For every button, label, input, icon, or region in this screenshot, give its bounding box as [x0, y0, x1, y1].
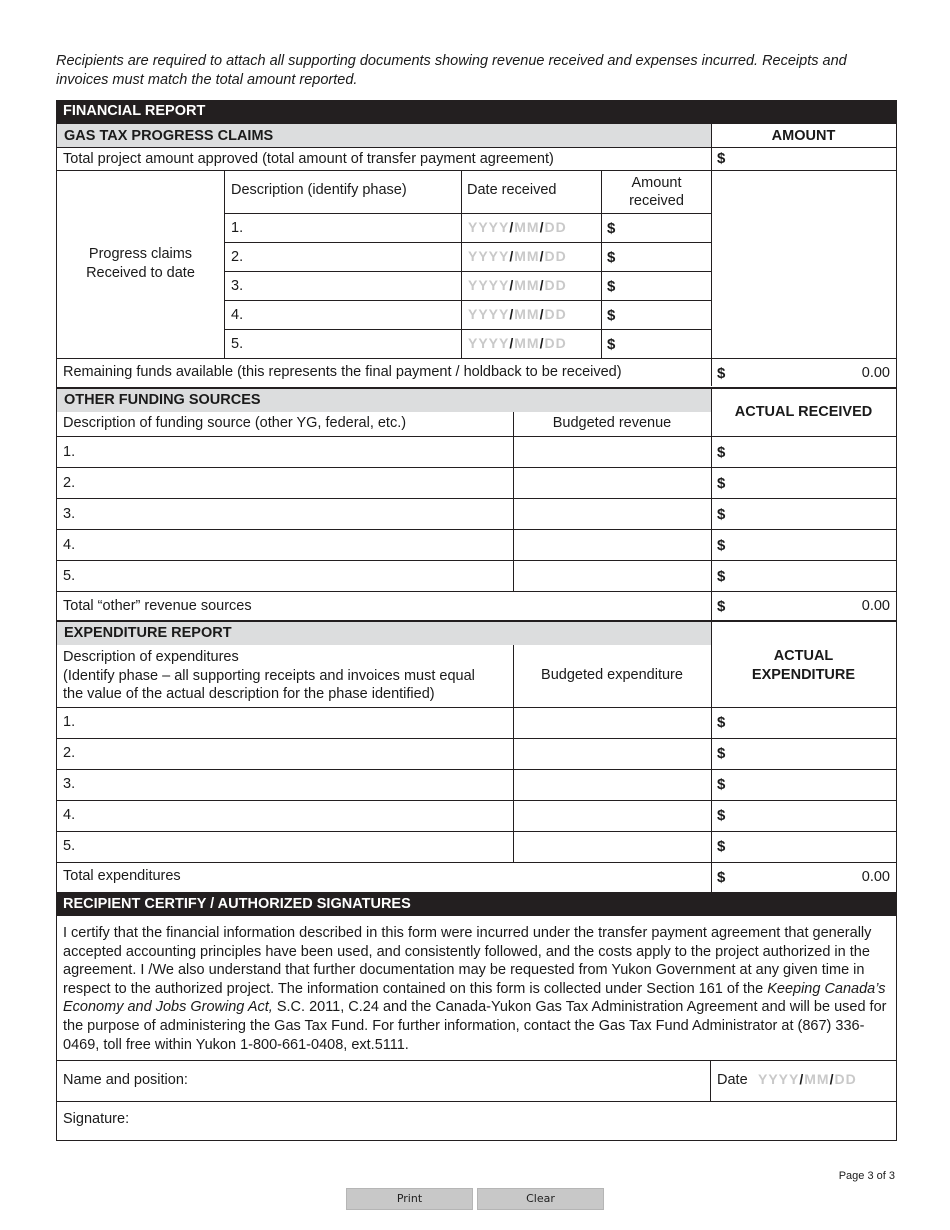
expenditure-desc-line1: Description of expenditures [63, 649, 239, 665]
financial-report-header: FINANCIAL REPORT [56, 100, 897, 124]
expenditure-amount-field[interactable]: $ [717, 745, 726, 762]
date-day-placeholder: DD [544, 248, 567, 264]
claim-amount-field[interactable]: $ [607, 220, 616, 237]
certify-text-part2: S.C. 2011, C.24 and the Canada-Yukon Gas Tax Administration Agreement and will be used for the purpose of administering the Gas Tax Fund. For further information, contact the Gas Tax Fund Administrator at (867) 336-0469, toll free within Yukon 1-800-661-0408, ext.5111. [63, 999, 887, 1053]
claim-date-field[interactable] [468, 219, 567, 235]
funding-amount-field[interactable]: $ [717, 506, 726, 523]
expenditure-amount-field[interactable]: $ [717, 714, 726, 731]
claim-amount-field[interactable]: $ [607, 249, 616, 266]
remaining-funds-value: 0.00 [861, 365, 890, 381]
total-approved-field[interactable] [712, 148, 896, 170]
signature-label: Signature: [63, 1111, 130, 1127]
funding-rows [57, 437, 896, 592]
date-separator: / [539, 335, 545, 351]
funding-row-number: 2. [63, 475, 76, 491]
col-description-header: Description (identify phase) [231, 182, 407, 198]
progress-claims-line1: Progress claims [88, 246, 193, 262]
expenditure-row-number: 3. [63, 776, 76, 792]
date-month-placeholder: MM [514, 335, 540, 351]
date-day-placeholder: DD [544, 219, 567, 235]
expenditure-row-number: 4. [63, 807, 76, 823]
funding-row-number: 3. [63, 506, 76, 522]
total-expenditures-value: 0.00 [861, 869, 890, 885]
currency-symbol: $ [717, 150, 726, 167]
expenditure-rows [57, 708, 896, 863]
date-day-placeholder: DD [834, 1071, 857, 1087]
date-day-placeholder: DD [544, 277, 567, 293]
expenditure-desc-line3: the value of the actual description for the phase identified) [63, 686, 435, 702]
gas-tax-header: GAS TAX PROGRESS CLAIMS [57, 124, 711, 148]
certify-text-part1: I certify that the financial information described in this form were incurred under the transfer payment agreement that generally accepted accounting principles have been used, and consistently followed, and the costs apply to the project authorized in the agreement. I /We also understand that further documentation may be requested from Yukon Government at any given time in respect to the authorized project. The information contained on this form is collected under Section 161 of the [63, 925, 872, 997]
date-label: Date [717, 1072, 748, 1088]
date-day-placeholder: DD [544, 335, 567, 351]
expenditure-row-number: 2. [63, 745, 76, 761]
remaining-currency: $ [717, 365, 726, 382]
actual-expenditure-line1: ACTUAL [773, 648, 834, 664]
date-separator: / [509, 306, 515, 322]
funding-row-number: 1. [63, 444, 76, 460]
date-year-placeholder: YYYY [758, 1071, 800, 1087]
date-separator: / [509, 248, 515, 264]
expenditure-amount-field[interactable]: $ [717, 807, 726, 824]
date-month-placeholder: MM [514, 306, 540, 322]
budgeted-revenue-header: Budgeted revenue [552, 415, 672, 431]
page-number: Page 3 of 3 [838, 1170, 895, 1182]
other-revenue-total-value: 0.00 [861, 598, 890, 614]
remaining-funds-label: Remaining funds available (this represents the final payment / holdback to be received) [63, 364, 622, 380]
claim-date-field[interactable] [468, 248, 567, 264]
claim-date-field[interactable] [468, 306, 567, 322]
date-separator: / [509, 219, 515, 235]
date-separator: / [799, 1071, 805, 1087]
budgeted-expenditure-header: Budgeted expenditure [541, 667, 683, 683]
date-month-placeholder: MM [804, 1071, 830, 1087]
date-separator: / [509, 277, 515, 293]
date-month-placeholder: MM [514, 219, 540, 235]
signature-field[interactable] [140, 1102, 895, 1140]
actual-expenditure-header [711, 647, 896, 685]
date-separator: / [539, 248, 545, 264]
actual-received-header: ACTUAL RECEIVED [734, 404, 873, 420]
claim-row-number: 3. [231, 278, 244, 294]
name-position-label: Name and position: [63, 1072, 188, 1088]
other-revenue-total-label: Total “other” revenue sources [63, 598, 252, 614]
certify-header: RECIPIENT CERTIFY / AUTHORIZED SIGNATURES [56, 892, 897, 916]
funding-amount-field[interactable]: $ [717, 537, 726, 554]
date-separator: / [539, 219, 545, 235]
claim-date-field[interactable] [468, 277, 567, 293]
other-revenue-currency: $ [717, 598, 726, 615]
expenditure-row-number: 5. [63, 838, 76, 854]
date-separator: / [539, 306, 545, 322]
claims-rows [225, 214, 711, 359]
progress-claims-label [57, 245, 224, 283]
expenditure-desc-line2: (Identify phase – all supporting receipts and invoices must equal [63, 667, 475, 684]
total-expenditures-label: Total expenditures [63, 868, 181, 884]
claim-row-number: 1. [231, 220, 244, 236]
date-separator: / [509, 335, 515, 351]
total-approved-label: Total project amount approved (total amount of transfer payment agreement) [63, 151, 554, 167]
other-funding-header: OTHER FUNDING SOURCES [57, 389, 711, 412]
claim-date-field[interactable] [468, 335, 567, 351]
funding-amount-field[interactable]: $ [717, 475, 726, 492]
amount-header: AMOUNT [771, 128, 836, 144]
expenditure-amount-field[interactable]: $ [717, 776, 726, 793]
date-separator: / [829, 1071, 835, 1087]
claim-amount-field[interactable]: $ [607, 336, 616, 353]
expenditure-row-number: 1. [63, 714, 76, 730]
claim-row-number: 2. [231, 249, 244, 265]
col-amount-line2: received [629, 193, 684, 209]
date-year-placeholder: YYYY [468, 277, 510, 293]
date-month-placeholder: MM [514, 277, 540, 293]
funding-row-number: 4. [63, 537, 76, 553]
claim-amount-field[interactable]: $ [607, 278, 616, 295]
expenditure-description-header [63, 648, 475, 704]
date-day-placeholder: DD [544, 306, 567, 322]
col-amount-line1: Amount [631, 175, 682, 191]
claim-row-number: 5. [231, 336, 244, 352]
signature-date-field[interactable] [758, 1071, 857, 1087]
certify-text-act-title: Keeping Canada’s Economy and Jobs Growing Act, [63, 980, 886, 1016]
funding-description-header: Description of funding source (other YG, federal, etc.) [63, 415, 407, 431]
date-year-placeholder: YYYY [468, 248, 510, 264]
date-month-placeholder: MM [514, 248, 540, 264]
name-position-field[interactable] [200, 1061, 710, 1101]
date-year-placeholder: YYYY [468, 306, 510, 322]
intro-text: Recipients are required to attach all supporting documents showing revenue received and expenses incurred. Receipts and invoices must match the total amount reported. [56, 53, 847, 88]
funding-amount-field[interactable]: $ [717, 568, 726, 585]
print-button[interactable]: Print [346, 1188, 473, 1210]
date-separator: / [539, 277, 545, 293]
claim-amount-field[interactable]: $ [607, 307, 616, 324]
funding-amount-field[interactable]: $ [717, 444, 726, 461]
funding-row-number: 5. [63, 568, 76, 584]
date-year-placeholder: YYYY [468, 219, 510, 235]
date-year-placeholder: YYYY [468, 335, 510, 351]
col-amount-header [602, 174, 711, 210]
certify-text [63, 924, 889, 1054]
total-expenditures-currency: $ [717, 869, 726, 886]
col-date-header: Date received [467, 182, 557, 198]
expenditure-header: EXPENDITURE REPORT [57, 622, 711, 645]
clear-button[interactable]: Clear [477, 1188, 604, 1210]
expenditure-amount-field[interactable]: $ [717, 838, 726, 855]
actual-expenditure-line2: EXPENDITURE [751, 667, 856, 683]
progress-claims-line2: Received to date [86, 265, 195, 281]
claim-row-number: 4. [231, 307, 244, 323]
